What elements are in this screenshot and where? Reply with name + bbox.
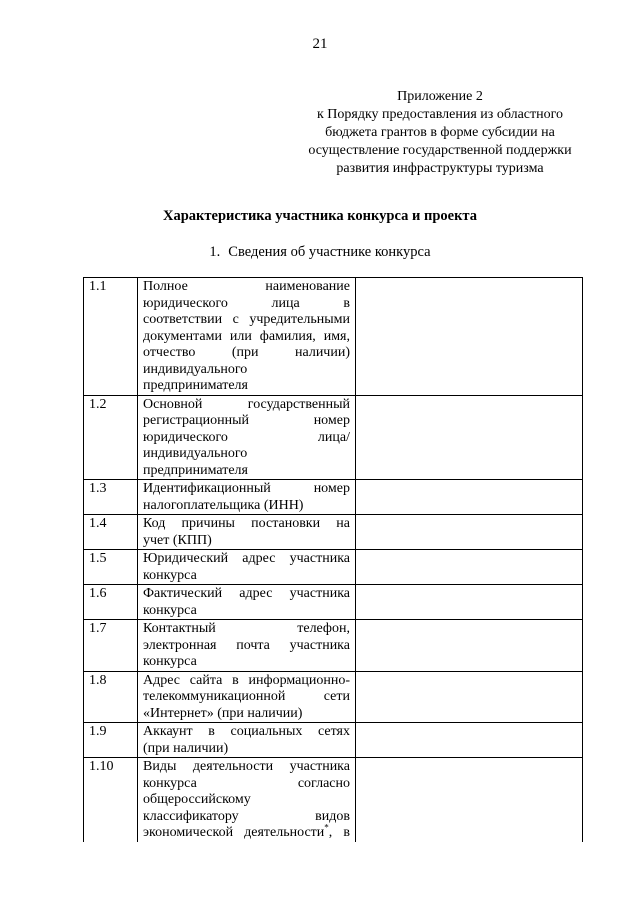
table-row bbox=[84, 723, 583, 758]
row-label-line: налогоплательщика (ИНН) bbox=[143, 497, 304, 513]
table-row bbox=[84, 620, 583, 672]
participant-info-table bbox=[83, 277, 583, 842]
row-label-line: Юридический адрес участника bbox=[143, 551, 350, 566]
row-label bbox=[138, 278, 356, 396]
row-label bbox=[138, 723, 356, 758]
row-number: 1.9 bbox=[84, 723, 138, 758]
row-value bbox=[356, 278, 583, 396]
row-number: 1.4 bbox=[84, 515, 138, 550]
appendix-header bbox=[270, 88, 610, 178]
section-number: 1. bbox=[209, 244, 221, 260]
appendix-line: развития инфраструктуры туризма bbox=[336, 161, 544, 176]
document-title: Характеристика участника конкурса и проекта bbox=[163, 208, 477, 224]
row-label-line: индивидуального bbox=[143, 446, 248, 461]
table-row bbox=[84, 395, 583, 480]
row-label bbox=[138, 550, 356, 585]
appendix-line: Приложение 2 bbox=[397, 89, 483, 104]
table-row bbox=[84, 758, 583, 842]
row-label bbox=[138, 480, 356, 515]
row-number: 1.7 bbox=[84, 620, 138, 672]
row-label-line: конкурса согласно bbox=[143, 775, 350, 791]
table-row bbox=[84, 278, 583, 396]
row-label-line: конкурса bbox=[143, 654, 197, 669]
row-number: 1.10 bbox=[84, 758, 138, 842]
row-label-line: Основной государственный bbox=[143, 396, 350, 412]
row-label-line: Фактический адрес участника bbox=[143, 586, 350, 601]
row-label bbox=[138, 758, 356, 842]
row-label-line: Идентификационный номер bbox=[143, 481, 350, 496]
row-value bbox=[356, 480, 583, 515]
row-number: 1.2 bbox=[84, 395, 138, 480]
row-value bbox=[356, 758, 583, 842]
row-label-line: конкурса bbox=[143, 567, 197, 583]
appendix-line: к Порядку предоставления из областного bbox=[316, 107, 564, 122]
row-number: 1.8 bbox=[84, 671, 138, 723]
row-label-line: Аккаунт в социальных сетях bbox=[143, 724, 350, 739]
row-label bbox=[138, 620, 356, 672]
row-label-line: документами или фамилия, имя, bbox=[143, 328, 350, 344]
row-label-line: общероссийскому bbox=[143, 792, 251, 807]
row-value bbox=[356, 585, 583, 620]
footnote-mark: * bbox=[324, 822, 329, 833]
row-label-line: экономической деятельности*, в bbox=[143, 822, 350, 840]
table-row bbox=[84, 480, 583, 515]
row-label-line: Виды деятельности участника bbox=[143, 759, 350, 774]
table-row bbox=[84, 671, 583, 723]
row-number: 1.3 bbox=[84, 480, 138, 515]
row-value bbox=[356, 723, 583, 758]
row-value bbox=[356, 671, 583, 723]
row-label-line: (при наличии) bbox=[143, 740, 229, 756]
row-label-line: отчество (при наличии) bbox=[143, 345, 350, 360]
row-label-line: предпринимателя bbox=[143, 462, 248, 478]
row-label-line: регистрационный номер bbox=[143, 413, 350, 428]
row-label bbox=[138, 671, 356, 723]
row-label-line: соответствии с учредительными bbox=[143, 312, 350, 327]
row-label-line: Адрес сайта в информационно- bbox=[143, 672, 350, 688]
row-label-line: предпринимателя bbox=[143, 378, 248, 393]
row-number: 1.1 bbox=[84, 278, 138, 396]
row-label-line: индивидуального bbox=[143, 361, 248, 377]
row-label-line: «Интернет» (при наличии) bbox=[143, 705, 303, 721]
page-number: 21 bbox=[312, 36, 328, 52]
row-label-line: Код причины постановки на bbox=[143, 516, 350, 531]
row-label-line: конкурса bbox=[143, 602, 197, 618]
appendix-line: осуществление государственной поддержки bbox=[308, 143, 572, 158]
row-label-line: Полное наименование bbox=[143, 279, 350, 294]
row-label-line: телекоммуникационной сети bbox=[143, 689, 350, 704]
row-number: 1.6 bbox=[84, 585, 138, 620]
row-label-line: классификатору видов bbox=[143, 808, 350, 824]
table-row bbox=[84, 550, 583, 585]
section-heading bbox=[0, 244, 640, 261]
table-row bbox=[84, 515, 583, 550]
row-value bbox=[356, 620, 583, 672]
row-label-line: электронная почта участника bbox=[143, 637, 350, 653]
row-label bbox=[138, 515, 356, 550]
row-label bbox=[138, 395, 356, 480]
section-heading-text: Сведения об участнике конкурса bbox=[228, 244, 431, 260]
row-label bbox=[138, 585, 356, 620]
appendix-line: бюджета грантов в форме субсидии на bbox=[325, 125, 555, 140]
row-label-line: юридического лица/ bbox=[143, 429, 350, 445]
row-value bbox=[356, 550, 583, 585]
row-number: 1.5 bbox=[84, 550, 138, 585]
table-row bbox=[84, 585, 583, 620]
row-label-line: юридического лица в bbox=[143, 295, 350, 311]
row-label-line: Контактный телефон, bbox=[143, 621, 350, 636]
row-value bbox=[356, 395, 583, 480]
row-value bbox=[356, 515, 583, 550]
row-label-line: учет (КПП) bbox=[143, 532, 212, 548]
